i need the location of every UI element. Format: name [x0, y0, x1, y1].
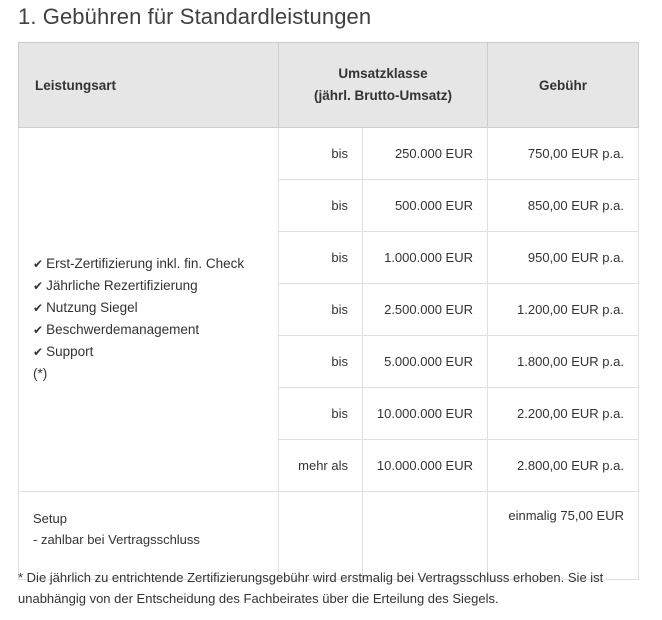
service-item: ✔ Beschwerdemanagement [33, 322, 200, 337]
amount-cell: 2.500.000 EUR [363, 284, 488, 336]
fee-cell: 1.800,00 EUR p.a. [488, 336, 639, 388]
prefix-cell: mehr als [279, 440, 363, 492]
setup-title: Setup [33, 511, 67, 526]
fee-table [18, 42, 639, 580]
fee-cell: 750,00 EUR p.a. [488, 128, 639, 180]
service-item: ✔ Jährliche Rezertifizierung [33, 278, 198, 293]
check-icon: ✔ [33, 279, 44, 293]
fee-cell: 2.800,00 EUR p.a. [488, 440, 639, 492]
prefix-cell: bis [279, 128, 363, 180]
amount-cell: 5.000.000 EUR [363, 336, 488, 388]
service-item: ✔ Erst-Zertifizierung inkl. fin. Check [33, 256, 245, 271]
header-umsatzklasse-line2: (jährl. Brutto-Umsatz) [314, 88, 452, 103]
service-item: ✔ Support [33, 344, 94, 359]
fee-cell: 1.200,00 EUR p.a. [488, 284, 639, 336]
service-item: ✔ Nutzung Siegel [33, 300, 138, 315]
setup-fee: einmalig 75,00 EUR [488, 492, 639, 580]
check-icon: ✔ [33, 323, 44, 337]
header-leistungsart: Leistungsart [19, 43, 279, 128]
services-list [19, 128, 279, 492]
fee-cell: 950,00 EUR p.a. [488, 232, 639, 284]
check-icon: ✔ [33, 345, 44, 359]
setup-subtitle: - zahlbar bei Vertragsschluss [33, 532, 200, 547]
amount-cell: 250.000 EUR [363, 128, 488, 180]
prefix-cell: bis [279, 336, 363, 388]
header-gebuehr: Gebühr [488, 43, 639, 128]
check-icon: ✔ [33, 257, 44, 271]
header-umsatzklasse-line1: Umsatzklasse [338, 66, 428, 81]
page-title: 1. Gebühren für Standardleistungen [18, 4, 372, 29]
fee-cell: 2.200,00 EUR p.a. [488, 388, 639, 440]
prefix-cell: bis [279, 180, 363, 232]
services-note: (*) [33, 366, 48, 381]
check-icon: ✔ [33, 301, 44, 315]
fee-cell: 850,00 EUR p.a. [488, 180, 639, 232]
amount-cell: 1.000.000 EUR [363, 232, 488, 284]
prefix-cell: bis [279, 232, 363, 284]
amount-cell: 10.000.000 EUR [363, 388, 488, 440]
footnote: * Die jährlich zu entrichtende Zertifizierungsgebühr wird erstmalig bei Vertragsschluss erhoben. Sie ist unabhängig von der Entscheidung des Fachbeirates über die Erteilung des Siegels. [18, 570, 604, 606]
header-umsatzklasse [279, 43, 488, 128]
table-row [19, 128, 639, 180]
table-header-row [19, 43, 639, 128]
amount-cell: 500.000 EUR [363, 180, 488, 232]
prefix-cell: bis [279, 388, 363, 440]
prefix-cell: bis [279, 284, 363, 336]
amount-cell: 10.000.000 EUR [363, 440, 488, 492]
